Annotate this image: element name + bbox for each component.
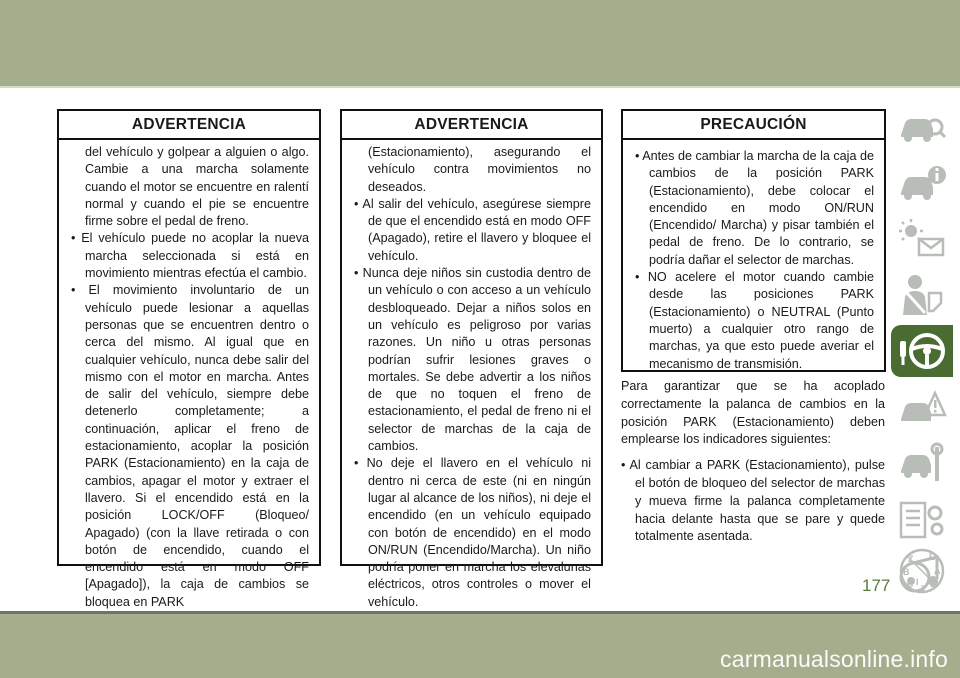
caution-box-bullet: • NO acelere el motor cuando cambie desde las posiciones PARK (Estacionamiento) o NEUTRAL (Punto muerto) a cualquier otro rango de marchas, ya que esto puede averiar el mecanismo de transmisión. bbox=[635, 269, 874, 373]
body-text-bullet: • Al cambiar a PARK (Estacionamiento), pulse el botón de bloqueo del selector de marchas y mueva firme la palanca completamente hacia delante hasta que se pare y quede totalmente asentada. bbox=[621, 457, 885, 546]
warning-box-1-body bbox=[59, 140, 319, 615]
seat-belt-icon[interactable] bbox=[891, 269, 953, 321]
warning-box-2-body bbox=[342, 140, 601, 615]
index-letter: B bbox=[903, 567, 910, 577]
car-search-icon[interactable] bbox=[891, 101, 953, 153]
top-band-rule bbox=[0, 86, 960, 88]
index-letter: Z bbox=[908, 554, 914, 564]
top-band bbox=[0, 0, 960, 86]
index-letter: E bbox=[929, 552, 936, 562]
caution-box bbox=[621, 109, 886, 372]
settings-list-icon[interactable] bbox=[891, 493, 953, 545]
index-letter: I bbox=[916, 577, 919, 587]
body-text bbox=[621, 378, 885, 546]
index-letter: T bbox=[921, 584, 927, 594]
caution-box-header: PRECAUCIÓN bbox=[623, 111, 884, 140]
car-service-icon[interactable] bbox=[891, 437, 953, 489]
index-icon[interactable] bbox=[891, 546, 953, 598]
index-letter: D bbox=[930, 579, 937, 589]
warning-box-1 bbox=[57, 109, 321, 609]
warning-box-1-header: ADVERTENCIA bbox=[59, 111, 319, 140]
body-text-intro: Para garantizar que se ha acoplado correctamente la palanca de cambios en la posición PARK (Estacionamiento) deben emplearse los indicadores siguientes: bbox=[621, 379, 885, 447]
car-breakdown-icon[interactable] bbox=[891, 381, 953, 433]
warning-box-2-bullet: • No deje el llavero en el vehículo ni dentro ni cerca de este (ni en ningún lugar al alcance de los niños), ni deje el encendido (en un vehículo equipado con botón de encendido) en el modo ON/RUN (Encendido/Marcha). Un niño podría poner en marcha los elevalunas eléctricos, otros controles o mover el vehículo. bbox=[354, 455, 591, 611]
index-letter: C bbox=[907, 579, 914, 589]
caution-box-bullet: • Antes de cambiar la marcha de la caja de cambios de la posición PARK (Estacionamiento), debe colocar el encendido en modo ON/RUN (Encendido/ Marcha) y pisar también el pedal de freno. De lo contrario, se podría dañar el selector de marchas. bbox=[635, 148, 874, 269]
car-info-icon[interactable] bbox=[891, 157, 953, 209]
warning-box-2 bbox=[340, 109, 603, 609]
warning-box-2-bullet: • Al salir del vehículo, asegúrese siempre de que el encendido está en modo OFF (Apagado), retire el llavero y bloquee el vehículo. bbox=[354, 196, 591, 265]
warning-box-1-bullet: • El movimiento involuntario de un vehículo puede lesionar a aquellas personas que se encuentren dentro o cerca del mismo. Al igual que en cualquier vehículo, nunca debe salir del mismo con el motor en marcha. Antes de salir del vehículo, siempre debe detenerlo completamente; a continuación, aplicar el freno de estacionamiento, acoplar la posición PARK (Estacionamiento) en la caja de cambios, apagar el motor y extraer el llavero. Si el encendido está en la posición LOCK/OFF (Bloqueo/ Apagado) (con la llave retirada o con botón de encendido, cuando el encendido está en modo OFF [Apagado]), la caja de cambios se bloquea en PARK bbox=[71, 282, 309, 611]
steering-wheel-icon[interactable] bbox=[891, 325, 953, 377]
warning-box-2-continuation: (Estacionamiento), asegurando el vehículo contra movimientos no deseados. bbox=[368, 145, 591, 194]
warning-box-2-header: ADVERTENCIA bbox=[342, 111, 601, 140]
warning-box-1-bullet: • El vehículo puede no acoplar la nueva marcha seleccionada si está en movimiento mientras efectúa el cambio. bbox=[71, 230, 309, 282]
watermark: carmanualsonline.info bbox=[720, 646, 948, 672]
page-number: 177 bbox=[862, 576, 891, 595]
warning-lights-icon[interactable] bbox=[891, 213, 953, 265]
warning-box-2-bullet: • Nunca deje niños sin custodia dentro de un vehículo o con acceso a un vehículo desbloqueado. Dejar a niños solos en un vehículo es peligroso por varias razones. Un niño u otras personas podrían sufrir lesiones graves o mortales. Se debe advertir a los niños de que no toquen el freno de estacionamiento, el pedal de freno ni el selector de marchas de la caja de cambios. bbox=[354, 265, 591, 455]
caution-box-body bbox=[623, 140, 884, 377]
index-letter: A bbox=[934, 566, 941, 576]
warning-box-1-continuation: del vehículo y golpear a alguien o algo. Cambie a una marcha solamente cuando el motor se encuentre en ralentí normal y cuando el pie se encuentre firme sobre el pedal de freno. bbox=[85, 145, 309, 229]
